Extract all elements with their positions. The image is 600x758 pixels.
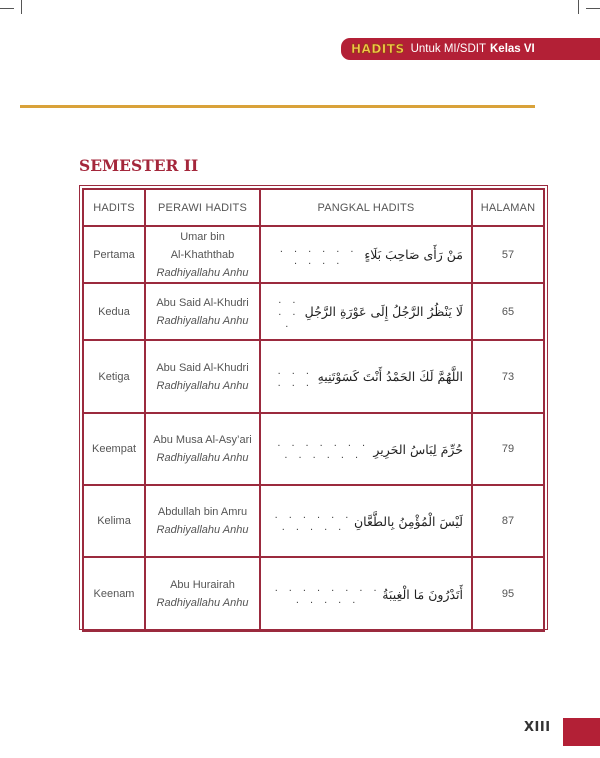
page-number-tab xyxy=(563,718,600,746)
pangkal-cell xyxy=(260,485,472,557)
leader-dots: . . . . . . . . . . . xyxy=(274,509,353,533)
perawi-cell xyxy=(145,413,260,485)
perawi-title: Radhiyallahu Anhu xyxy=(156,452,249,464)
leader-dots: . . . . . xyxy=(278,293,300,330)
hadits-cell: Keenam xyxy=(83,557,145,631)
header-subtitle: Untuk MI/SDIT xyxy=(410,43,486,55)
leader-dots: . . . . . . . . . . xyxy=(279,242,358,267)
leader-dots: . . . . . . . . . . . . . xyxy=(277,437,370,461)
pangkal-arabic: لَيْسَ الْمُؤْمِنُ بِالطَّعَّانِ xyxy=(353,513,463,529)
perawi-title: Radhiyallahu Anhu xyxy=(156,524,249,536)
running-header xyxy=(341,38,600,60)
column-header-hadits: HADITS xyxy=(83,189,145,226)
perawi-name: Abu Said Al-Khudri xyxy=(156,296,249,309)
perawi-cell xyxy=(145,557,260,631)
perawi-title: Radhiyallahu Anhu xyxy=(156,314,249,327)
pangkal-arabic: مَنْ رَأَى صَاحِبَ بَلَاءٍ xyxy=(364,247,463,262)
pangkal-cell xyxy=(260,557,472,631)
perawi-name: Abu Hurairah xyxy=(170,579,235,591)
crop-mark-top-left xyxy=(0,8,14,9)
crop-mark-top-right-v xyxy=(578,0,579,14)
column-header-pangkal: PANGKAL HADITS xyxy=(260,189,472,226)
hadits-table-frame xyxy=(79,185,548,630)
leader-dots: . . . . . . . . . . . . . xyxy=(274,582,381,606)
halaman-cell: 65 xyxy=(472,283,544,340)
hadits-cell: Kedua xyxy=(83,283,145,340)
table-header-row xyxy=(83,189,544,226)
perawi-cell xyxy=(145,340,260,413)
column-header-halaman: HALAMAN xyxy=(472,189,544,226)
gold-divider xyxy=(20,105,535,108)
section-title: SEMESTER II xyxy=(79,156,199,175)
perawi-title: Radhiyallahu Anhu xyxy=(156,266,249,279)
pangkal-cell xyxy=(260,283,472,340)
perawi-title: Radhiyallahu Anhu xyxy=(156,379,249,392)
hadits-cell: Pertama xyxy=(83,226,145,283)
halaman-cell: 73 xyxy=(472,340,544,413)
pangkal-arabic: حُرِّمَ لِبَاسُ الحَرِيرِ xyxy=(373,441,463,457)
hadits-table xyxy=(82,188,545,632)
halaman-cell: 95 xyxy=(472,557,544,631)
perawi-cell xyxy=(145,283,260,340)
hadits-cell: Kelima xyxy=(83,485,145,557)
crop-mark-top-right xyxy=(586,8,600,9)
table-row xyxy=(83,226,544,283)
pangkal-arabic: أَتَدْرُونَ مَا الْغِيبَةُ xyxy=(382,586,463,602)
header-brand: HADITS xyxy=(351,42,405,56)
pangkal-cell xyxy=(260,226,472,283)
page-number: XIII xyxy=(524,720,551,735)
header-class-label: Kelas VI xyxy=(490,43,535,55)
perawi-cell xyxy=(145,485,260,557)
halaman-cell: 57 xyxy=(472,226,544,283)
pangkal-arabic: لَا يَنْظُرُ الرَّجُلُ إِلَى عَوْرَةِ الرَّجُلِ xyxy=(304,304,463,319)
table-row xyxy=(83,557,544,631)
perawi-name: Abu Musa Al-Asy’ari xyxy=(153,434,252,446)
table-row xyxy=(83,413,544,485)
pangkal-cell xyxy=(260,340,472,413)
leader-dots: . . . . . . xyxy=(277,364,313,389)
halaman-cell: 79 xyxy=(472,413,544,485)
pangkal-cell xyxy=(260,413,472,485)
table-row xyxy=(83,485,544,557)
column-header-perawi: PERAWI HADITS xyxy=(145,189,260,226)
perawi-title: Radhiyallahu Anhu xyxy=(156,597,249,609)
table-row xyxy=(83,340,544,413)
perawi-name: Abdullah bin Amru xyxy=(157,506,248,518)
hadits-cell: Ketiga xyxy=(83,340,145,413)
halaman-cell: 87 xyxy=(472,485,544,557)
perawi-name: Abu Said Al-Khudri xyxy=(156,361,249,374)
table-row xyxy=(83,283,544,340)
crop-mark-top-left-v xyxy=(21,0,22,14)
perawi-name: Al-Khaththab xyxy=(170,248,235,261)
pangkal-arabic: اللَّهُمَّ لَكَ الحَمْدُ أَنْتَ كَسَوْتَنِيهِ xyxy=(317,369,463,384)
perawi-cell xyxy=(145,226,260,283)
hadits-cell: Keempat xyxy=(83,413,145,485)
perawi-name: Umar bin xyxy=(180,230,225,243)
